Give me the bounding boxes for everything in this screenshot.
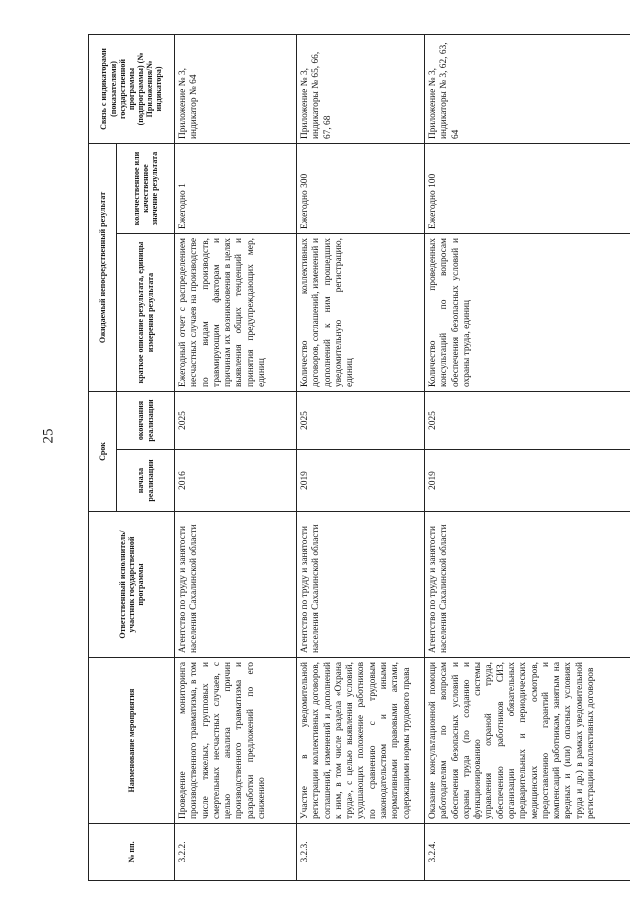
row-num: 3.2.3. (297, 824, 425, 881)
table-row (425, 35, 630, 881)
row-result-desc: Ежегодный отчет с распределением несчастных случаев на производстве по видам производств, травмирующим факторам и причинам их возникновения в целях выявления общих тенденций и принятия предупреждающих мер, единиц (175, 234, 297, 392)
row-name: Участие в уведомительной регистрации коллективных договоров, соглашений, изменений и дополнений к ним, в том числе раздела «Охрана труда», с целью выявления условий, ухудшающих положение работников по сравнению с трудовым законодательством и иными нормативными правовыми актами, содержащими нормы трудового права (297, 658, 425, 824)
document-table-rotated (88, 35, 630, 881)
header-result-desc: краткое описание результата, единицы измерения результата (117, 234, 175, 392)
row-result-value: Ежегодно 1 (175, 144, 297, 234)
row-result-value: Ежегодно 300 (297, 144, 425, 234)
row-num: 3.2.2. (175, 824, 297, 881)
row-end: 2025 (297, 392, 425, 450)
header-responsible: Ответственный исполнитель/участник государственной программы (89, 512, 175, 658)
row-responsible: Агентство по труду и занятости населения Сахалинской области (297, 512, 425, 658)
measures-table (88, 34, 630, 881)
row-link: Приложение № 3, индикаторы № 65, 66, 67, 68 (297, 35, 425, 144)
header-term-start: начала реализации (117, 450, 175, 512)
row-responsible: Агентство по труду и занятости населения Сахалинской области (425, 512, 630, 658)
header-link: Связь с индикаторами (показателями) государственной программы (подпрограммы) (№ Приложения/№ индикатора) (89, 35, 175, 144)
row-start: 2019 (297, 450, 425, 512)
row-end: 2025 (425, 392, 630, 450)
row-responsible: Агентство по труду и занятости населения Сахалинской области (175, 512, 297, 658)
header-result-value: количественное или качественное значение результата (117, 144, 175, 234)
header-num: № пп. (89, 824, 175, 881)
row-end: 2025 (175, 392, 297, 450)
row-start: 2016 (175, 450, 297, 512)
row-result-desc: Количество коллективных договоров, соглашений, изменений и дополнений к ним прошедших уведомительную регистрацию, единиц (297, 234, 425, 392)
header-result: Ожидаемый непосредственный результат (89, 144, 117, 392)
row-result-value: Ежегодно 100 (425, 144, 630, 234)
header-term: Срок (89, 392, 117, 512)
header-name: Наименование мероприятия (89, 658, 175, 824)
page-number: 25 (40, 428, 57, 444)
header-term-end: окончания реализации (117, 392, 175, 450)
row-name: Оказание консультационной помощи работодателям по вопросам обеспечения безопасных условий и охраны труда (по созданию и функционированию системы управления охраной труда, обеспечению работников СИЗ, организации обязательных предварительных и периодических медицинских осмотров, предоставлению гарантий и компенсаций работникам, занятым на вредных и (или) опасных условиях труда и др.) в рамках уведомительной регистрации коллективных договоров (425, 658, 630, 824)
row-result-desc: Количество проведенных консультаций по вопросам обеспечения безопасных условий и охраны труда, единиц (425, 234, 630, 392)
table-row (175, 35, 297, 881)
row-link: Приложение № 3, индикаторы № 3, 62, 63, 64 (425, 35, 630, 144)
row-name: Проведение мониторинга производственного травматизма, в том числе тяжелых, групповых и смертельных несчастных случаев, с целью анализа причин производственного травматизма и разработки предложений по его снижению (175, 658, 297, 824)
row-start: 2019 (425, 450, 630, 512)
row-num: 3.2.4. (425, 824, 630, 881)
row-link: Приложение № 3, индикатор № 64 (175, 35, 297, 144)
table-row (297, 35, 425, 881)
